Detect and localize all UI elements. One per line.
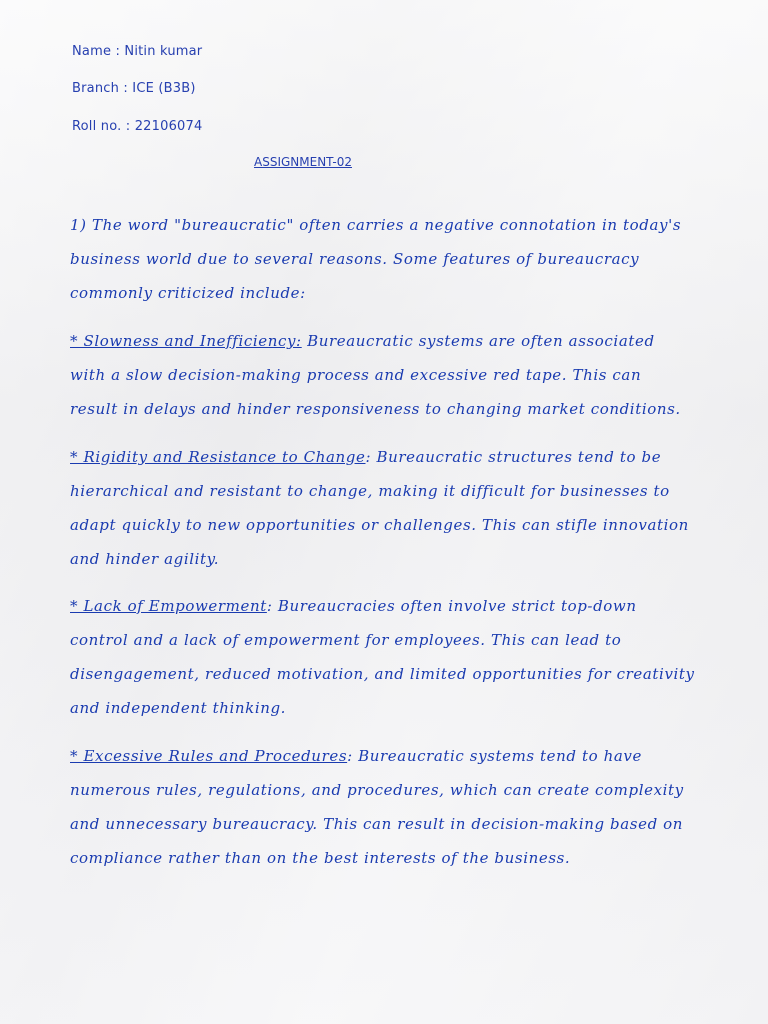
point-rules-line-3: and unnecessary bureaucracy. This can result in decision-making based on [70,815,684,833]
point-text: : Bureaucratic structures tend to be [365,448,662,466]
point-rigidity-line-2: hierarchical and resistant to change, making it difficult for businesses to [70,482,670,500]
point-empowerment-first-line [70,597,730,615]
point-rigidity-line-4: and hinder agility. [70,550,220,568]
point-rules-line-2: numerous rules, regulations, and procedures, which can create complexity [70,781,684,799]
point-heading-rigidity: * Rigidity and Resistance to Change [70,448,366,466]
point-slowness-line-2: with a slow decision-making process and excessive red tape. This can [70,366,642,384]
intro-line-3: commonly criticized include: [70,284,306,302]
assignment-title: ASSIGNMENT-02 [254,155,352,169]
point-heading-slowness: * Slowness and Inefficiency: [70,332,302,350]
point-heading-empowerment: * Lack of Empowerment [70,597,267,615]
point-slowness-line-3: result in delays and hinder responsiveness to changing market conditions. [70,400,681,418]
point-heading-rules: * Excessive Rules and Procedures [70,747,348,765]
point-text: : Bureaucratic systems tend to have [347,747,642,765]
student-roll-number: Roll no. : 22106074 [72,119,203,134]
point-slowness-first-line [70,332,730,350]
point-rigidity-first-line [70,448,730,466]
point-rigidity-line-3: adapt quickly to new opportunities or challenges. This can stifle innovation [70,516,689,534]
point-rules-first-line [70,747,730,765]
intro-line-1: 1) The word "bureaucratic" often carries a negative connotation in today's [70,216,682,234]
point-empowerment-line-3: disengagement, reduced motivation, and limited opportunities for creativity [70,665,695,683]
point-empowerment-line-2: control and a lack of empowerment for employees. This can lead to [70,631,622,649]
point-empowerment-line-4: and independent thinking. [70,699,287,717]
intro-line-2: business world due to several reasons. Some features of bureaucracy [70,250,640,268]
point-rules-line-4: compliance rather than on the best interests of the business. [70,849,571,867]
point-text: : Bureaucracies often involve strict top-down [266,597,637,615]
student-name: Name : Nitin kumar [72,44,203,59]
student-branch: Branch : ICE (B3B) [72,81,196,96]
point-text: Bureaucratic systems are often associated [301,332,655,350]
